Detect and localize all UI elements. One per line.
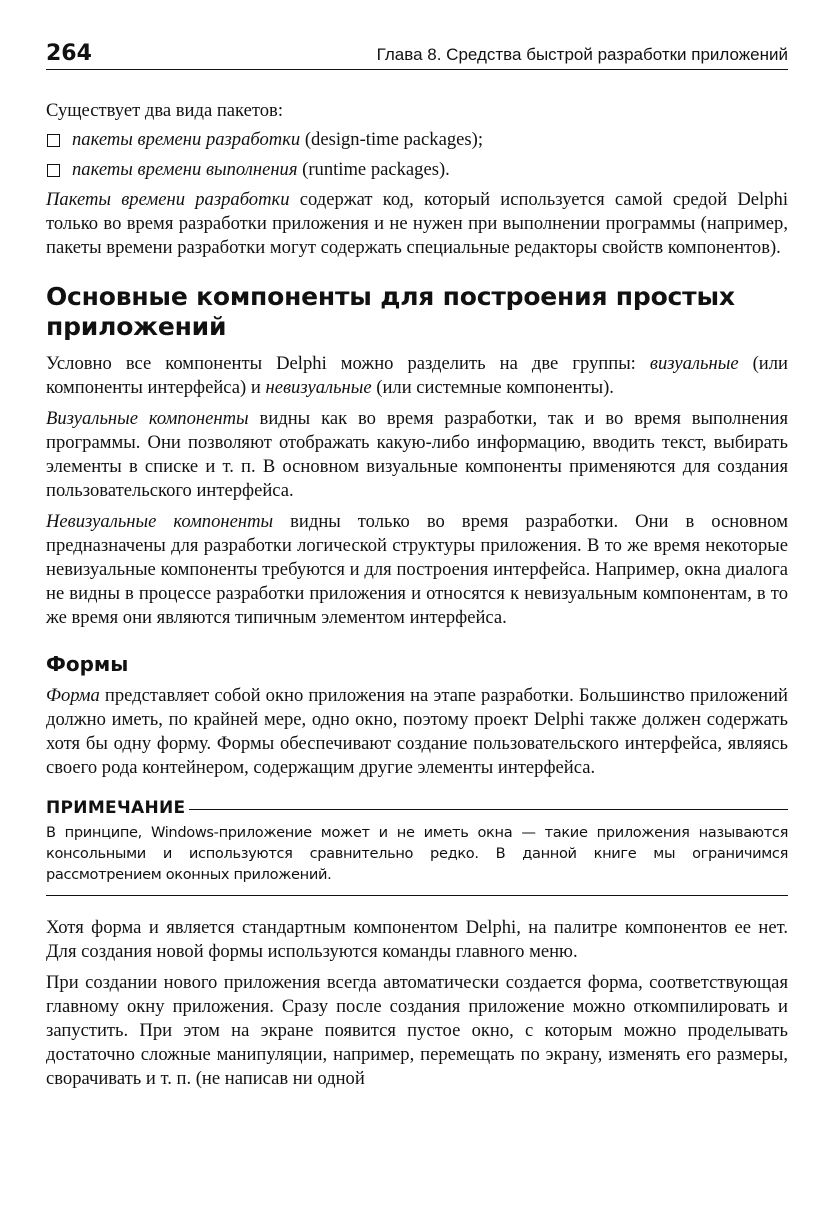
paragraph-text: видны только во время разработки. Они в основном предназначены для разработки логической структуры приложения. В то же время некоторые невизуальные компоненты требуются и для построения интерфейса. Например, окна диалога не видны в процессе разработки приложения и относятся к невизуальным компонентам, в то же время они являются типичным элементом интерфейса.: [46, 511, 788, 628]
section-heading-main-components: Основные компоненты для построения простых приложений: [46, 282, 735, 341]
paragraph-text: Условно все компоненты Delphi можно разделить на две группы:: [46, 353, 650, 374]
note-header: [46, 798, 788, 818]
new-app-form-paragraph: При создании нового приложения всегда автоматически создается форма, соответствующая главному окну приложения. Сразу после создания приложение можно откомпилировать и запустить. При этом на экране появится пустое окно, с которым можно проделывать достаточно сложные манипуляции, например, перемещать по экрану, изменять его размеры, сворачивать и т. п. (не написав ни одной: [46, 972, 788, 1089]
list-item-term: пакеты времени выполнения: [72, 159, 298, 180]
paragraph-text: (или компоненты интерфейса) и: [46, 353, 788, 398]
design-time-paragraph: [46, 188, 788, 260]
section-heading-forms: Формы: [46, 652, 129, 676]
paragraph-term: Невизуальные компоненты: [46, 511, 274, 532]
page-content: [46, 99, 788, 1091]
checkbox-bullet-icon: [47, 164, 60, 177]
note-text: В принципе, Windows-приложение может и не иметь окна — такие приложения называются консольными и используются сравнительно редко. В данной книге мы ограничимся рассмотрением оконных приложений.: [46, 824, 788, 883]
paragraph-term: Визуальные компоненты: [46, 408, 249, 429]
book-page: [46, 36, 788, 1098]
list-item-runtime: [46, 158, 788, 182]
list-item-rest: (design-time packages);: [300, 129, 483, 150]
note-rule: [189, 809, 788, 810]
nonvisual-components-paragraph: [46, 510, 788, 630]
components-groups-paragraph: [46, 352, 788, 400]
paragraph-term: невизуальные: [265, 377, 372, 398]
paragraph-text: (или системные компоненты).: [371, 377, 614, 398]
note-title: ПРИМЕЧАНИЕ: [46, 798, 186, 818]
paragraph-term: визуальные: [649, 353, 739, 374]
paragraph-text: представляет собой окно приложения на этапе разработки. Большинство приложений должно иметь, по крайней мере, одно окно, поэтому проект Delphi также должен содержать хотя бы одну форму. Формы обеспечивают создание пользовательского интерфейса, являясь своего рода контейнером, содержащим другие элементы интерфейса.: [46, 685, 788, 778]
list-item-rest: (runtime packages).: [297, 159, 450, 180]
list-item-term: пакеты времени разработки: [72, 129, 301, 150]
paragraph-term: Форма: [46, 685, 100, 706]
list-item-design-time: [46, 128, 788, 152]
list-item-text: [72, 128, 483, 152]
note-box: [46, 798, 788, 896]
running-header: [46, 36, 788, 70]
paragraph-term: Пакеты времени разработки: [46, 189, 290, 210]
chapter-title: Глава 8. Средства быстрой разработки приложений: [376, 45, 788, 64]
form-palette-paragraph: Хотя форма и является стандартным компонентом Delphi, на палитре компонентов ее нет. Для создания новой формы используются команды главного меню.: [46, 917, 788, 962]
packages-lead: Существует два вида пакетов:: [46, 100, 284, 121]
paragraph-text: видны как во время разработки, так и во время выполнения программы. Они позволяют отображать какую-либо информацию, вводить текст, выбирать элементы в списке и т. п. В основном визуальные компоненты применяются для создания пользовательского интерфейса.: [46, 408, 788, 501]
page-number: 264: [46, 41, 92, 66]
paragraph-text: содержат код, который используется самой средой Delphi только во время разработки приложения и не нужен при выполнении программы (например, пакеты времени разработки могут содержать специальные редакторы свойств компонентов).: [46, 189, 788, 258]
list-item-text: [72, 158, 450, 182]
visual-components-paragraph: [46, 407, 788, 503]
form-definition-paragraph: [46, 684, 788, 780]
checkbox-bullet-icon: [47, 134, 60, 147]
